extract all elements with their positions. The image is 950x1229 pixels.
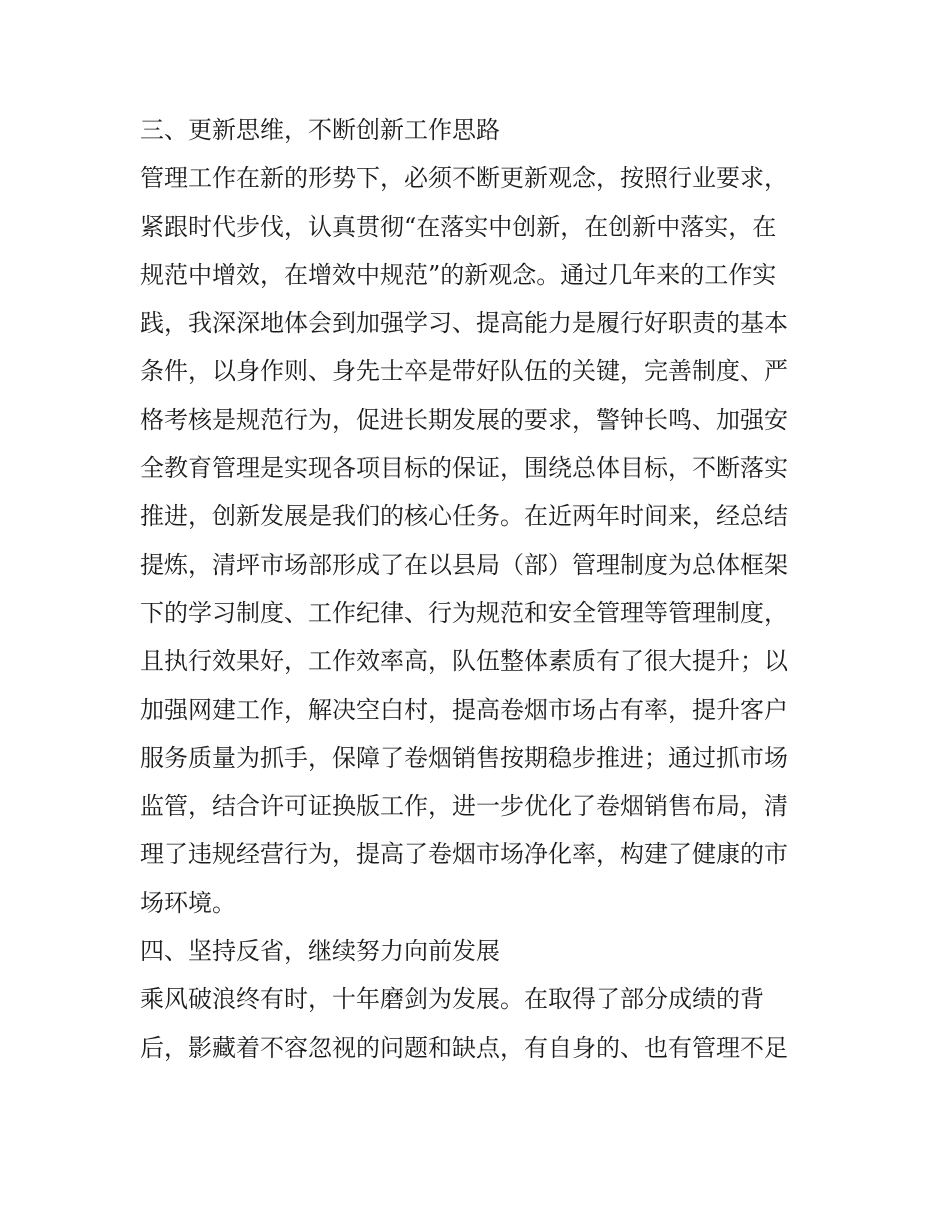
section-3-line: 管理工作在新的形势下，必须不断更新观念，按照行业要求， (140, 164, 788, 193)
section-3-line: 推进，创新发展是我们的核心任务。在近两年时间来，经总结 (140, 502, 788, 531)
section-3-line: 下的学习制度、工作纪律、行为规范和安全管理等管理制度， (140, 598, 788, 627)
section-4-line: 乘风破浪终有时，十年磨剑为发展。在取得了部分成绩的背 (140, 985, 764, 1014)
section-3-line: 场环境。 (140, 888, 236, 917)
section-3-line: 加强网建工作，解决空白村，提高卷烟市场占有率，提升客户 (140, 695, 788, 724)
section-4-line: 后，影藏着不容忽视的问题和缺点，有自身的、也有管理不足 (140, 1033, 788, 1062)
section-3-line: 且执行效果好，工作效率高，队伍整体素质有了很大提升；以 (140, 647, 788, 676)
section-3-line: 提炼，清坪市场部形成了在以县局（部）管理制度为总体框架 (140, 550, 788, 579)
section-3-line: 紧跟时代步伐，认真贯彻“在落实中创新，在创新中落实，在 (140, 212, 777, 241)
section-3-line: 格考核是规范行为，促进长期发展的要求，警钟长鸣、加强安 (140, 405, 788, 434)
section-3-line: 规范中增效，在增效中规范”的新观念。通过几年来的工作实 (140, 260, 777, 289)
section-3-line: 理了违规经营行为，提高了卷烟市场净化率，构建了健康的市 (140, 840, 788, 869)
section-3-line: 监管，结合许可证换版工作，进一步优化了卷烟销售布局，清 (140, 792, 788, 821)
section-3-line: 服务质量为抓手，保障了卷烟销售按期稳步推进；通过抓市场 (140, 743, 788, 772)
section-3-line: 条件，以身作则、身先士卒是带好队伍的关键，完善制度、严 (140, 357, 788, 386)
document-body (140, 106, 820, 1072)
section-3-heading: 三、更新思维，不断创新工作思路 (140, 116, 500, 144)
section-3-line: 全教育管理是实现各项目标的保证，围绕总体目标，不断落实 (140, 454, 788, 483)
section-3-line: 践，我深深地体会到加强学习、提高能力是履行好职责的基本 (140, 309, 788, 338)
section-4-heading: 四、坚持反省，继续努力向前发展 (140, 937, 500, 966)
